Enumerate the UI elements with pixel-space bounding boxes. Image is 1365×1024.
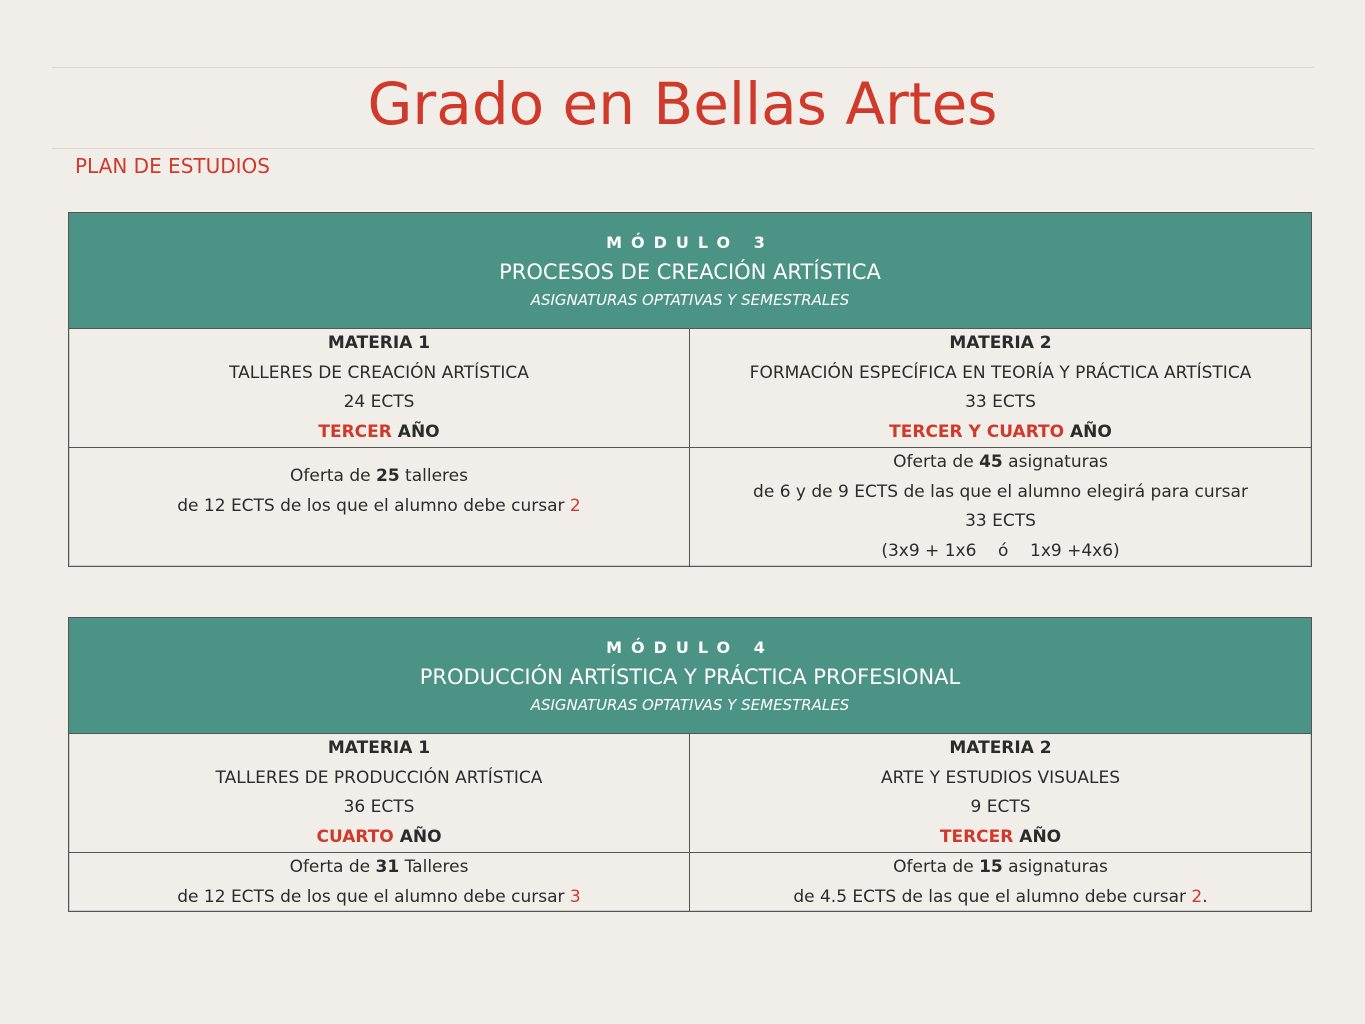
offer-row (69, 448, 1311, 566)
year-suffix: AÑO (1070, 421, 1112, 442)
materia-year (690, 418, 1311, 448)
offer-text: talleres (399, 466, 468, 486)
materia-ects: 36 ECTS (343, 797, 415, 817)
materia-label: MATERIA 2 (949, 333, 1052, 353)
module-description: ASIGNATURAS OPTATIVAS Y SEMESTRALES (530, 291, 850, 309)
materia-1-offer (69, 853, 690, 911)
title-divider (52, 148, 1314, 149)
offer-line-2 (69, 492, 689, 522)
offer-text: Oferta de (893, 857, 980, 877)
offer-required: 2 (569, 495, 581, 516)
materia-2-offer (690, 448, 1311, 566)
year-suffix: AÑO (397, 421, 440, 442)
module-3-table (68, 212, 1312, 567)
year-highlight: TERCER (939, 826, 1014, 847)
offer-line-2 (69, 883, 689, 913)
year-highlight: TERCER (318, 421, 392, 442)
materia-label: MATERIA 2 (949, 738, 1052, 758)
offer-line-2: de 6 y de 9 ECTS de las que el alumno elegirá para cursar (753, 481, 1248, 502)
offer-line-1 (69, 853, 689, 883)
offer-count: 15 (979, 857, 1003, 877)
offer-required: 2 (1191, 886, 1203, 907)
offer-text: de 4.5 ECTS de las que el alumno debe cursar (793, 886, 1192, 907)
materia-2-cell (690, 329, 1311, 447)
module-description: ASIGNATURAS OPTATIVAS Y SEMESTRALES (530, 696, 850, 714)
materia-name: ARTE Y ESTUDIOS VISUALES (880, 767, 1121, 788)
offer-line-3: 33 ECTS (965, 511, 1036, 531)
materia-2-offer (690, 853, 1311, 911)
offer-line-1 (690, 448, 1311, 478)
offer-row (69, 853, 1311, 911)
offer-required: 3 (569, 886, 581, 907)
offer-count: 45 (979, 452, 1003, 472)
module-number: MÓDULO 3 (606, 233, 774, 252)
materia-ects: 33 ECTS (965, 392, 1036, 412)
materia-year (69, 823, 689, 853)
offer-text: de 12 ECTS de los que el alumno debe cursar (177, 495, 570, 516)
materias-row (69, 734, 1311, 853)
materia-1-cell (69, 329, 690, 447)
year-suffix: AÑO (1019, 826, 1062, 847)
page-title: Grado en Bellas Artes (367, 70, 998, 138)
module-name: PROCESOS DE CREACIÓN ARTÍSTICA (499, 260, 881, 284)
offer-line-1 (69, 462, 689, 492)
offer-line-2 (690, 883, 1311, 913)
offer-text: Oferta de (290, 466, 376, 486)
module-header (69, 213, 1311, 329)
year-highlight: TERCER Y CUARTO (889, 421, 1065, 442)
page-subtitle: PLAN DE ESTUDIOS (75, 154, 270, 178)
offer-text: asignaturas (1002, 857, 1108, 877)
materia-name: TALLERES DE PRODUCCIÓN ARTÍSTICA (215, 767, 543, 788)
offer-text: de 12 ECTS de los que el alumno debe cursar (177, 886, 570, 907)
materia-ects: 24 ECTS (343, 392, 415, 412)
module-number: MÓDULO 4 (606, 638, 774, 657)
offer-text: asignaturas (1002, 452, 1108, 472)
year-suffix: AÑO (399, 826, 442, 847)
offer-count: 31 (375, 857, 400, 877)
materia-year (690, 823, 1311, 853)
materia-ects: 9 ECTS (970, 797, 1031, 817)
offer-text: Talleres (399, 857, 469, 877)
materia-1-offer (69, 448, 690, 566)
offer-text: Oferta de (893, 452, 980, 472)
materia-1-cell (69, 734, 690, 852)
offer-line-4: (3x9 + 1x6 ó 1x9 +4x6) (881, 540, 1120, 561)
offer-line-1 (690, 853, 1311, 883)
materias-row (69, 329, 1311, 448)
year-highlight: CUARTO (316, 826, 394, 847)
materia-2-cell (690, 734, 1311, 852)
materia-year (69, 418, 689, 448)
module-header (69, 618, 1311, 734)
materia-label: MATERIA 1 (327, 333, 431, 353)
module-name: PRODUCCIÓN ARTÍSTICA Y PRÁCTICA PROFESIONAL (419, 665, 961, 689)
module-4-table (68, 617, 1312, 912)
offer-count: 25 (375, 466, 400, 486)
offer-text: . (1202, 886, 1208, 907)
materia-name: FORMACIÓN ESPECÍFICA EN TEORÍA Y PRÁCTICA ARTÍSTICA (749, 362, 1252, 383)
materia-name: TALLERES DE CREACIÓN ARTÍSTICA (229, 362, 529, 383)
materia-label: MATERIA 1 (327, 738, 431, 758)
offer-text: Oferta de (289, 857, 376, 877)
